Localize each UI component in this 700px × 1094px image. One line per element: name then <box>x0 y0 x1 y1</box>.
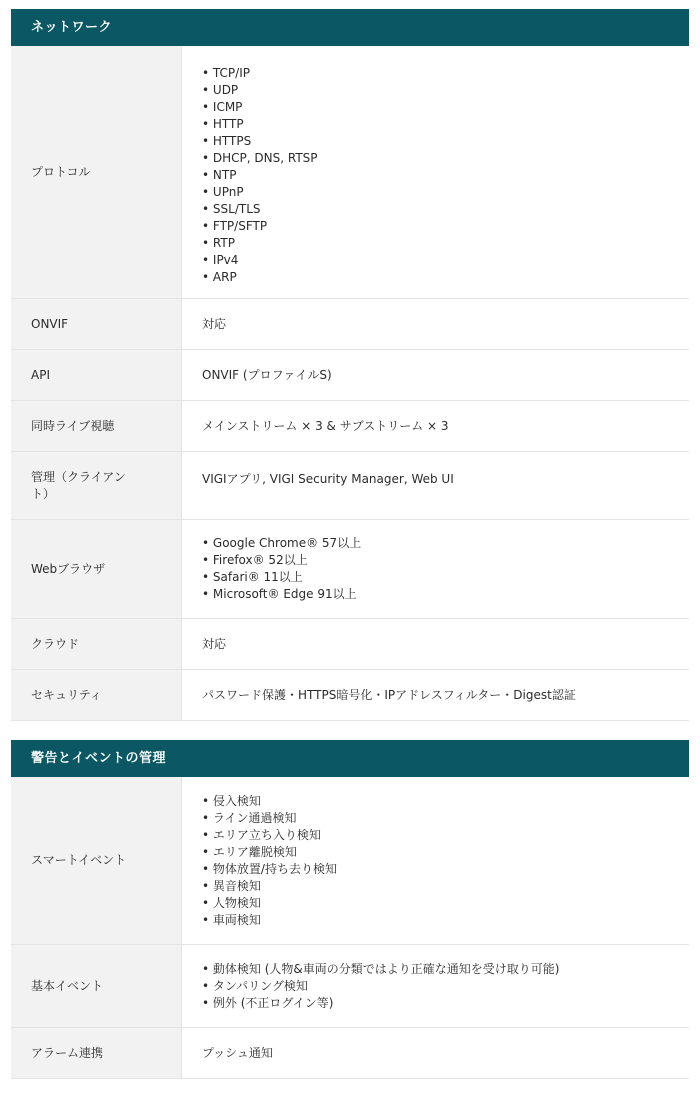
table-row-basic-event <box>11 945 689 1028</box>
list-item: • UPnP <box>202 184 318 201</box>
list-item: • TCP/IP <box>202 65 318 82</box>
list-item: • 例外 (不正ログイン等) <box>202 995 559 1012</box>
row-label: セキュリティ <box>11 670 181 720</box>
row-value <box>181 520 689 618</box>
list-item: • 侵入検知 <box>202 793 337 810</box>
table-row-cloud <box>11 619 689 670</box>
list-item: • IPv4 <box>202 252 318 269</box>
row-value: VIGIアプリ, VIGI Security Manager, Web UI <box>181 452 689 519</box>
row-label: API <box>11 350 181 400</box>
row-label: Webブラウザ <box>11 520 181 618</box>
list-item: • DHCP, DNS, RTSP <box>202 150 318 167</box>
basic-event-list <box>202 961 559 1012</box>
table-row-browser <box>11 520 689 619</box>
row-value: ONVIF (プロファイルS) <box>181 350 689 400</box>
list-item: • 人物検知 <box>202 895 337 912</box>
list-item: • Firefox® 52以上 <box>202 552 361 569</box>
row-value <box>181 46 689 298</box>
list-item: • Microsoft® Edge 91以上 <box>202 586 361 603</box>
table-row-onvif <box>11 299 689 350</box>
list-item: • ARP <box>202 269 318 286</box>
table-row-security <box>11 670 689 721</box>
list-item: • Google Chrome® 57以上 <box>202 535 361 552</box>
list-item: • RTP <box>202 235 318 252</box>
list-item: • UDP <box>202 82 318 99</box>
row-value: プッシュ通知 <box>181 1028 689 1078</box>
list-item: • HTTPS <box>202 133 318 150</box>
smart-event-list <box>202 793 337 929</box>
list-item: • タンパリング検知 <box>202 978 559 995</box>
row-label: 基本イベント <box>11 945 181 1027</box>
row-label: アラーム連携 <box>11 1028 181 1078</box>
list-item: • エリア離脱検知 <box>202 844 337 861</box>
table-row-alarm <box>11 1028 689 1079</box>
section-header-network: ネットワーク <box>11 9 689 46</box>
row-label: 同時ライブ視聴 <box>11 401 181 451</box>
list-item: • FTP/SFTP <box>202 218 318 235</box>
list-item: • エリア立ち入り検知 <box>202 827 337 844</box>
list-item: • 異音検知 <box>202 878 337 895</box>
list-item: • NTP <box>202 167 318 184</box>
list-item: • ICMP <box>202 99 318 116</box>
row-value: 対応 <box>181 299 689 349</box>
browser-list <box>202 535 361 603</box>
row-value: 対応 <box>181 619 689 669</box>
row-label: クラウド <box>11 619 181 669</box>
table-row-api <box>11 350 689 401</box>
table-row-live-view <box>11 401 689 452</box>
row-label: ONVIF <box>11 299 181 349</box>
list-item: • 物体放置/持ち去り検知 <box>202 861 337 878</box>
row-label: スマートイベント <box>11 777 181 944</box>
list-item: • ライン通過検知 <box>202 810 337 827</box>
list-item: • HTTP <box>202 116 318 133</box>
table-row-smart-event <box>11 777 689 945</box>
event-spec-table <box>11 740 689 1079</box>
network-spec-table <box>11 9 689 721</box>
list-item: • 車両検知 <box>202 912 337 929</box>
table-row-management <box>11 452 689 520</box>
row-label: 管理（クライアント） <box>11 452 181 519</box>
row-value <box>181 945 689 1027</box>
protocol-list <box>202 65 318 286</box>
list-item: • 動体検知 (人物&車両の分類ではより正確な通知を受け取り可能) <box>202 961 559 978</box>
row-label: プロトコル <box>11 46 181 298</box>
row-value: パスワード保護・HTTPS暗号化・IPアドレスフィルター・Digest認証 <box>181 670 689 720</box>
list-item: • Safari® 11以上 <box>202 569 361 586</box>
list-item: • SSL/TLS <box>202 201 318 218</box>
row-value <box>181 777 689 944</box>
row-value: メインストリーム × 3 & サブストリーム × 3 <box>181 401 689 451</box>
table-row-protocol <box>11 46 689 299</box>
section-header-events: 警告とイベントの管理 <box>11 740 689 777</box>
